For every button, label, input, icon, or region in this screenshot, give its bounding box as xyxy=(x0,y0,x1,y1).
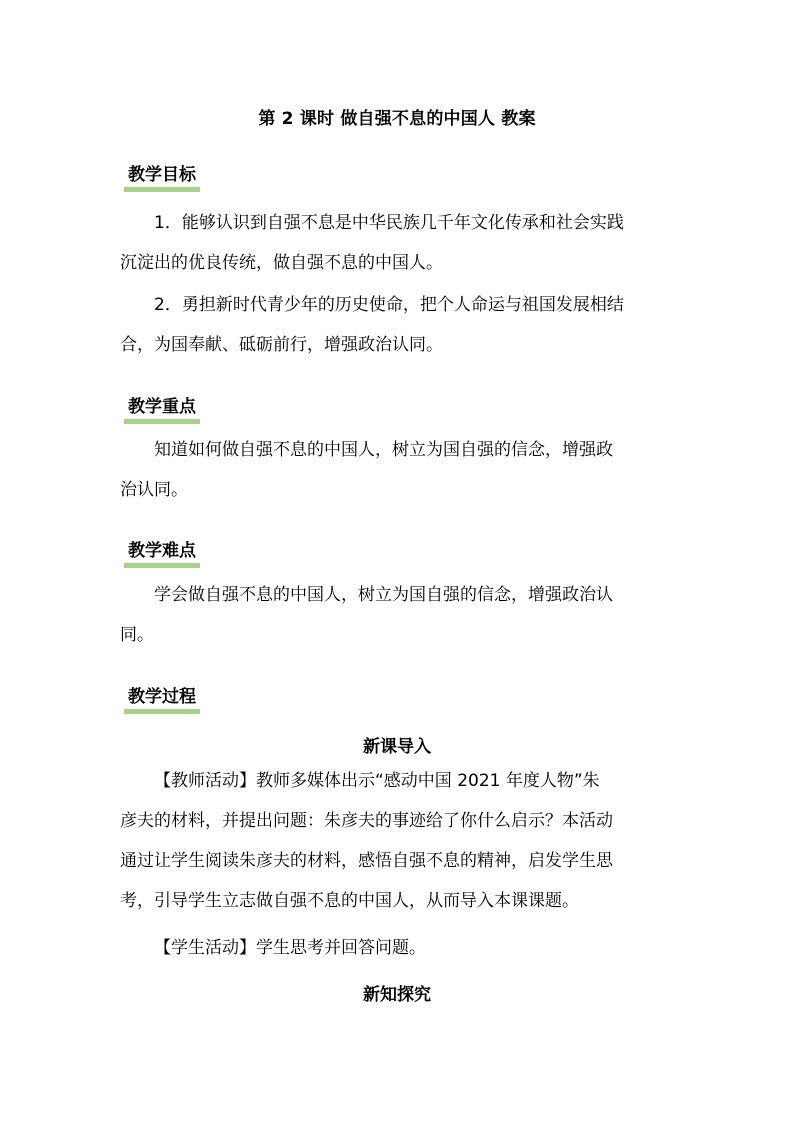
student-activity-paragraph xyxy=(120,928,676,968)
objective-2-line-1: 2．勇担新时代青少年的历史使命，把个人命运与祖国发展相结 xyxy=(154,295,624,315)
teacher-activity-line-3: 通过让学生阅读朱彦夫的材料，感悟自强不息的精神，启发学生思 xyxy=(120,851,613,871)
section-heading-difficulties: 教学难点 xyxy=(124,536,200,568)
student-activity-line: 【学生活动】学生思考并回答问题。 xyxy=(154,938,426,958)
objective-1-line-2: 沉淀出的优良传统，做自强不息的中国人。 xyxy=(120,253,443,273)
key-points-line-2: 治认同。 xyxy=(120,480,188,500)
section-heading-process: 教学过程 xyxy=(124,682,200,714)
subheading-intro: 新课导入 xyxy=(363,737,431,757)
teacher-activity-line-2: 彦夫的材料，并提出问题：朱彦夫的事迹给了你什么启示？本活动 xyxy=(120,811,613,831)
objective-2-line-2: 合，为国奉献、砥砺前行，增强政治认同。 xyxy=(120,335,443,355)
teacher-activity-paragraph xyxy=(120,761,676,921)
teacher-activity-line-4: 考，引导学生立志做自强不息的中国人，从而导入本课课题。 xyxy=(120,891,579,911)
section-heading-key-points: 教学重点 xyxy=(124,392,200,424)
document-title: 第 2 课时 做自强不息的中国人 教案 xyxy=(258,109,536,129)
objective-1-line-1: 1．能够认识到自强不息是中华民族几千年文化传承和社会实践 xyxy=(154,213,624,233)
key-points-line-1: 知道如何做自强不息的中国人，树立为国自强的信念，增强政 xyxy=(154,440,613,460)
difficulties-paragraph xyxy=(120,575,676,655)
section-heading-objectives: 教学目标 xyxy=(124,160,200,192)
subheading-explore: 新知探究 xyxy=(363,985,431,1005)
teacher-activity-line-1: 【教师活动】教师多媒体出示“感动中国 2021 年度人物”朱 xyxy=(154,771,600,791)
difficulties-line-2: 同。 xyxy=(120,625,154,645)
difficulties-line-1: 学会做自强不息的中国人，树立为国自强的信念，增强政治认 xyxy=(154,585,613,605)
objective-item-1 xyxy=(120,203,676,283)
key-points-paragraph xyxy=(120,430,676,510)
objective-item-2 xyxy=(120,285,676,365)
